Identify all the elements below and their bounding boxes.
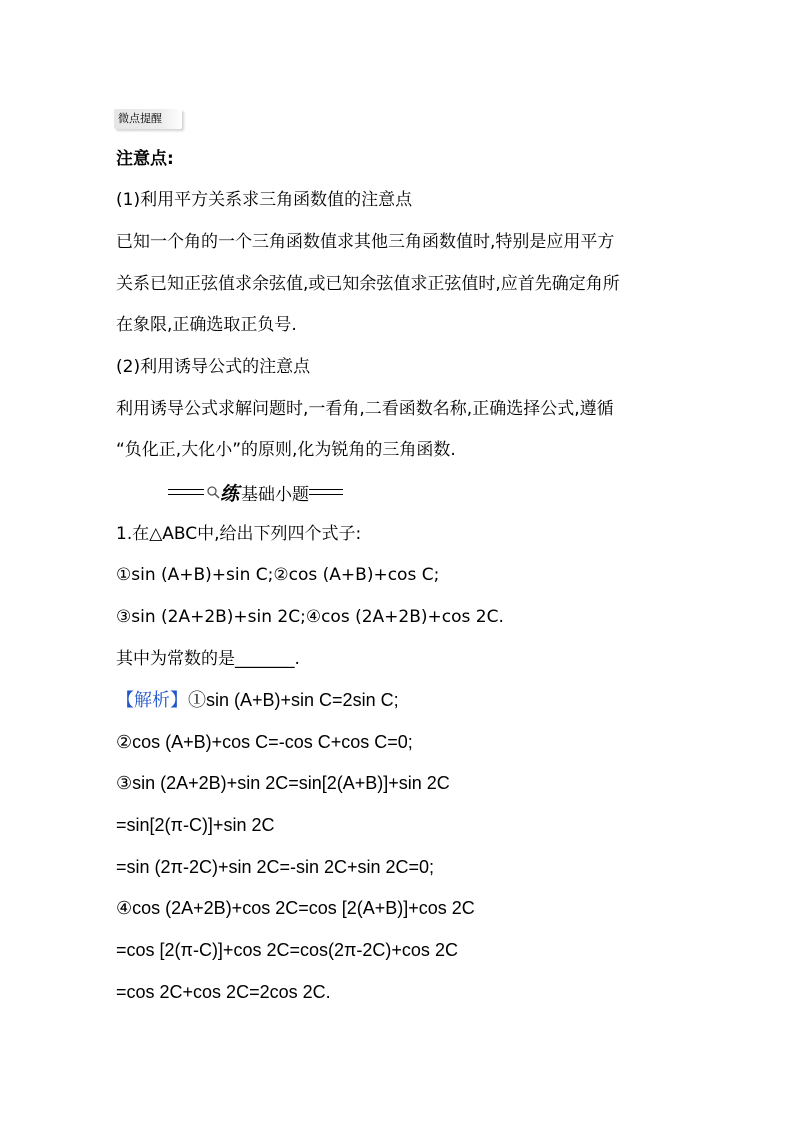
solution-line-1 <box>116 688 399 712</box>
solution-line-6: ④cos (2A+2B)+cos 2C=cos [2(A+B)]+cos 2C <box>116 898 475 918</box>
note-point-2-line-1: 利用诱导公式求解问题时,一看角,二看函数名称,正确选择公式,遵循 <box>116 399 614 419</box>
section-rule-left <box>168 489 204 495</box>
solution-line-8: =cos 2C+cos 2C=2cos 2C. <box>116 982 331 1002</box>
section-header <box>168 480 343 504</box>
note-point-1-line-1: 已知一个角的一个三角函数值求其他三角函数值时,特别是应用平方 <box>116 232 615 252</box>
question-line-3: ③sin (2A+2B)+sin 2C;④cos (2A+2B)+cos 2C. <box>116 607 504 627</box>
section-rule-right <box>309 489 343 495</box>
magnifier-icon <box>206 485 220 499</box>
solution-line-3: ③sin (2A+2B)+sin 2C=sin[2(A+B)]+sin 2C <box>116 773 450 793</box>
note-point-1-line-2: 关系已知正弦值求余弦值,或已知余弦值求正弦值时,应首先确定角所 <box>116 274 620 294</box>
solution-line-5: =sin (2π-2C)+sin 2C=-sin 2C+sin 2C=0; <box>116 857 435 877</box>
tip-badge-label: 微点提醒 <box>118 112 162 125</box>
section-lian-char: 练 <box>220 482 240 505</box>
section-title: 基础小题 <box>241 484 310 505</box>
note-point-1-title: (1)利用平方关系求三角函数值的注意点 <box>116 190 413 210</box>
question-line-1: 1.在△ABC中,给出下列四个式子: <box>116 524 362 544</box>
note-point-2-title: (2)利用诱导公式的注意点 <box>116 357 311 377</box>
question-line-4: 其中为常数的是_______. <box>116 649 300 669</box>
solution-line-4: =sin[2(π-C)]+sin 2C <box>116 815 275 835</box>
note-point-1-line-3: 在象限,正确选取正负号. <box>116 315 297 335</box>
solution-line-2: ②cos (A+B)+cos C=-cos C+cos C=0; <box>116 732 413 752</box>
question-line-2: ①sin (A+B)+sin C;②cos (A+B)+cos C; <box>116 565 440 585</box>
tip-badge <box>114 109 182 129</box>
solution-line-1-text: ①sin (A+B)+sin C=2sin C; <box>188 690 399 710</box>
solution-label: 【解析】 <box>116 690 188 710</box>
note-point-2-line-2: “负化正,大化小”的原则,化为锐角的三角函数. <box>116 440 456 460</box>
note-heading: 注意点: <box>116 149 174 169</box>
solution-line-7: =cos [2(π-C)]+cos 2C=cos(2π-2C)+cos 2C <box>116 940 458 960</box>
